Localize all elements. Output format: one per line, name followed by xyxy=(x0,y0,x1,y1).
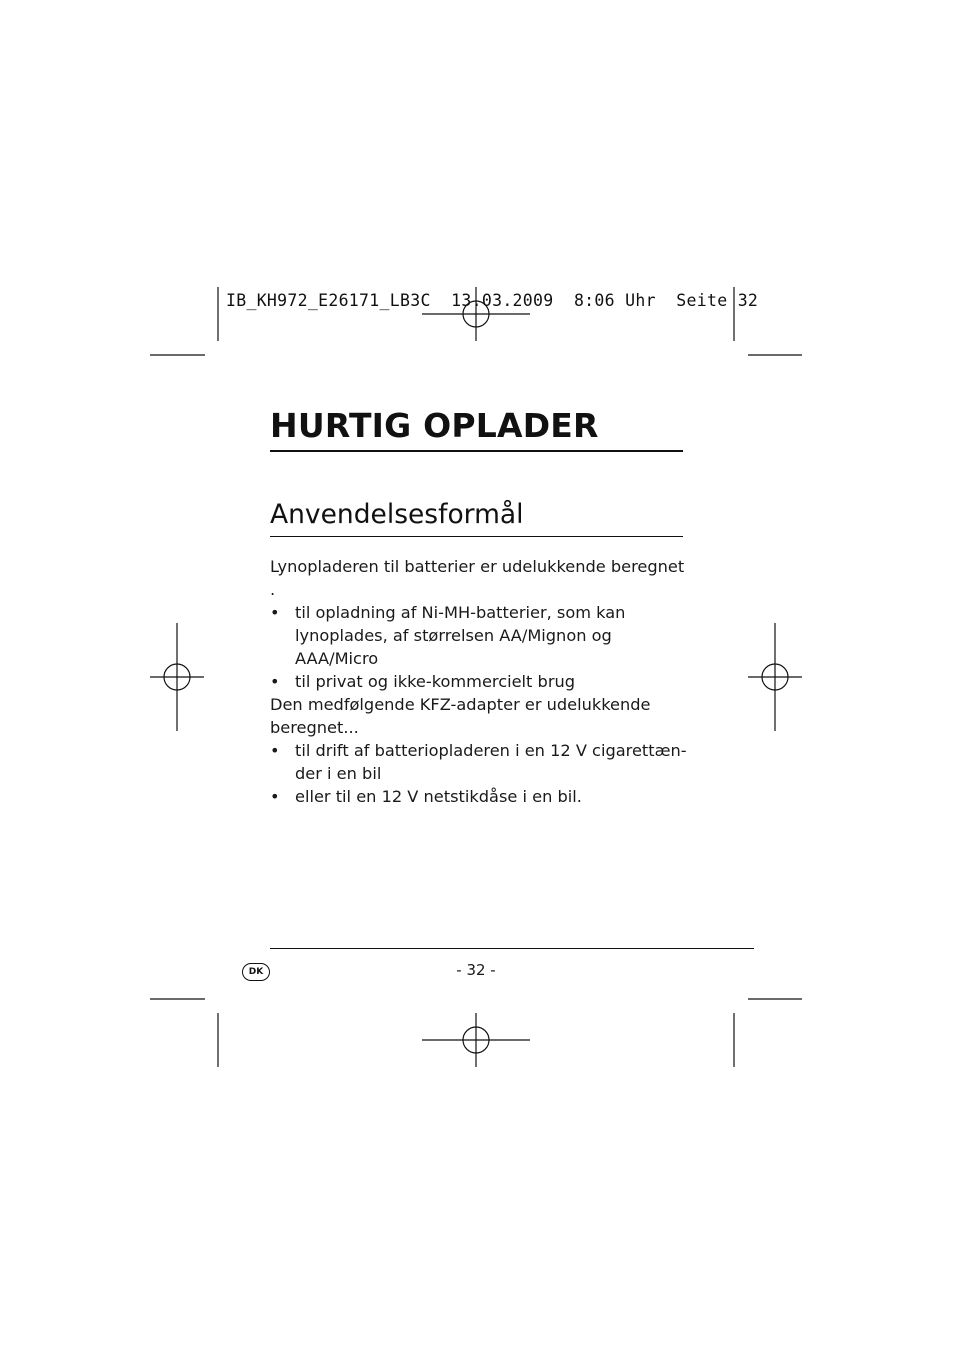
list-item xyxy=(270,670,690,693)
list-item-line: AAA/Micro xyxy=(295,649,379,668)
usage-list-2 xyxy=(270,739,690,808)
list-item xyxy=(270,601,690,670)
intro-paragraph-1: Lynopladeren til batterier er udelukkende beregnet . xyxy=(270,557,685,599)
language-badge: DK xyxy=(242,963,270,981)
intro-paragraph-2 xyxy=(270,693,690,739)
bullet-icon: • xyxy=(270,787,280,806)
list-item-line: der i en bil xyxy=(295,764,382,783)
page-title: HURTIG OPLADER xyxy=(270,406,599,445)
section-body xyxy=(270,555,690,808)
registration-mark-right xyxy=(748,623,802,731)
page-number: - 32 - xyxy=(456,961,496,979)
list-item-line: til opladning af Ni-MH-batterier, som kan xyxy=(295,603,626,622)
paragraph-line: beregnet... xyxy=(270,718,359,737)
title-underline xyxy=(270,450,683,452)
usage-list-1 xyxy=(270,601,690,693)
list-item xyxy=(270,785,690,808)
section-heading: Anvendelsesformål xyxy=(270,499,524,530)
list-item-line: til drift af batteriopladeren i en 12 V cigarettæn- xyxy=(295,741,687,760)
bullet-icon: • xyxy=(270,672,280,691)
bullet-icon: • xyxy=(270,603,280,622)
list-item-line: til privat og ikke-kommercielt brug xyxy=(295,672,576,691)
list-item-line: lynoplades, af størrelsen AA/Mignon og xyxy=(295,626,612,645)
bullet-icon: • xyxy=(270,741,280,760)
registration-mark-bottom xyxy=(422,1013,530,1067)
paragraph-line: Den medfølgende KFZ-adapter er udelukkende xyxy=(270,695,651,714)
list-item-line: eller til en 12 V netstikdåse i en bil. xyxy=(295,787,582,806)
list-item xyxy=(270,739,690,785)
print-slug-line: IB_KH972_E26171_LB3C 13.03.2009 8:06 Uhr Seite 32 xyxy=(226,291,759,310)
registration-mark-left xyxy=(150,623,204,731)
section-underline xyxy=(270,536,683,537)
footer-rule xyxy=(270,948,754,949)
